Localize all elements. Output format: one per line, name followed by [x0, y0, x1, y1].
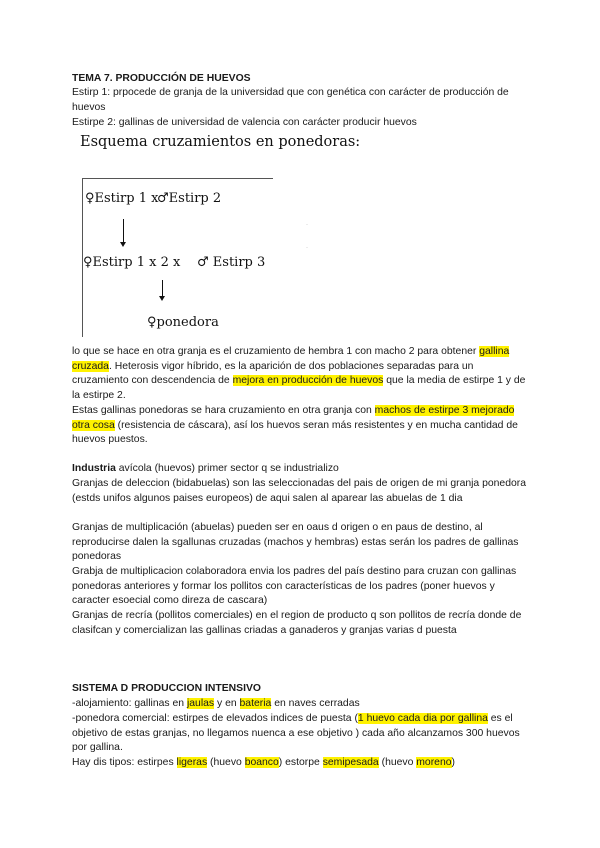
paragraph-granjas-multiplicacion: Granjas de multiplicación (abuelas) pueden ser en oaus d origen o en paus de destino, al reproducirse dalen la sgallunas cruzadas (machos y hembras) estas serán los padres de gallinas ponedoras: [72, 522, 519, 563]
page-title: TEMA 7. PRODUCCIÓN DE HUEVOS: [72, 73, 251, 84]
paragraph-granjas-seleccion: Granjas de deleccion (bidabuelas) son las seleccionadas del pais de origen de mi granja ponedora (estds unifos algunos paises europeos) de aqui salen al aparear las abuelas de 1 dia: [72, 478, 527, 504]
highlight: machos de estirpe 3 mejorado otra cosa: [72, 405, 515, 431]
paragraph-granjas-recria: Granjas de recría (pollitos comerciales) en el region de producto q son pollitos de recría donde de clasifcan y comercializan las gallinas criadas a ganaderos y granjas varias d puesta: [72, 610, 522, 636]
paragraph-industria: Industria avícola (huevos) primer sector q se industrializo: [72, 463, 339, 474]
paragraph-ponedora-comercial: -ponedora comercial: estirpes de elevados indices de puesta (1 huevo cada dia por gallina es el objetivo de estas granjas, no llegamos nuenca a ese objetivo ) cada año alcanzamos 300 huevos por gallina.: [72, 713, 520, 754]
highlight: gallina cruzada: [72, 346, 510, 372]
paragraph-granja-colaboradora: Grabja de multiplicacion colaboradora envia los padres del país destino para cruzan con gallinas ponedoras anteriores y formar los pollitos con características de los padres (poner huevos y caracter esoecial como direza de cascara): [72, 566, 517, 607]
highlight: ligeras: [176, 757, 208, 768]
section-title-sistema: SISTEMA D PRODUCCION INTENSIVO: [72, 683, 261, 694]
highlight: jaulas: [186, 698, 215, 709]
diagram-row1-right: ♂Estirp 2: [157, 191, 222, 206]
paragraph-alojamiento: -alojamiento: gallinas en jaulas y en bateria en naves cerradas: [72, 698, 360, 709]
paragraph-estirpe-3: Estas gallinas ponedoras se hara cruzamiento en otra granja con machos de estirpe 3 mejorado otra cosa (resistencia de cáscara), así los huevos seran más resistentes y en mucha cantidad de huevos puestos.: [72, 405, 518, 446]
paragraph-cruzamiento: lo que se hace en otra granja es el cruzamiento de hembra 1 con macho 2 para obtener gallina cruzada. Heterosis vigor híbrido, es la aparición de dos poblaciones separadas para un cruzamiento con descendencia de mejora en producción de huevos que la media de estirpe 1 y de la estirpe 2.: [72, 346, 526, 401]
diagram-row3: ♀ponedora: [147, 315, 219, 330]
esquema-title: Esquema cruzamientos en ponedoras:: [80, 134, 361, 150]
stray-mark: ·: [306, 222, 308, 228]
arrow-down-icon: [123, 219, 124, 243]
intro-line-2: Estirpe 2: gallinas de universidad de valencia con carácter producir huevos: [72, 117, 417, 128]
paragraph-tipos: Hay dis tipos: estirpes ligeras (huevo boanco) estorpe semipesada (huevo moreno): [72, 757, 455, 768]
diagram-row1-left: ♀Estirp 1 x: [85, 191, 159, 206]
arrow-down-icon: [162, 280, 163, 297]
highlight: moreno: [416, 757, 452, 768]
stray-mark: ·: [306, 245, 308, 251]
diagram-row2-x: x: [173, 255, 181, 270]
highlight: bateria: [239, 698, 272, 709]
intro-line-1: Estirp 1: prpocede de granja de la universidad que con genética con carácter de producción de huevos: [72, 87, 509, 113]
highlight: mejora en producción de huevos: [232, 375, 384, 387]
diagram-row2-left: ♀Estirp 1 x 2: [83, 255, 169, 270]
cross-diagram: [82, 178, 273, 337]
highlight: boanco: [244, 757, 279, 768]
highlight: semipesada: [322, 757, 379, 768]
highlight: 1 huevo cada dia por gallina: [357, 713, 488, 724]
diagram-row2-right: ♂ Estirp 3: [197, 255, 266, 270]
